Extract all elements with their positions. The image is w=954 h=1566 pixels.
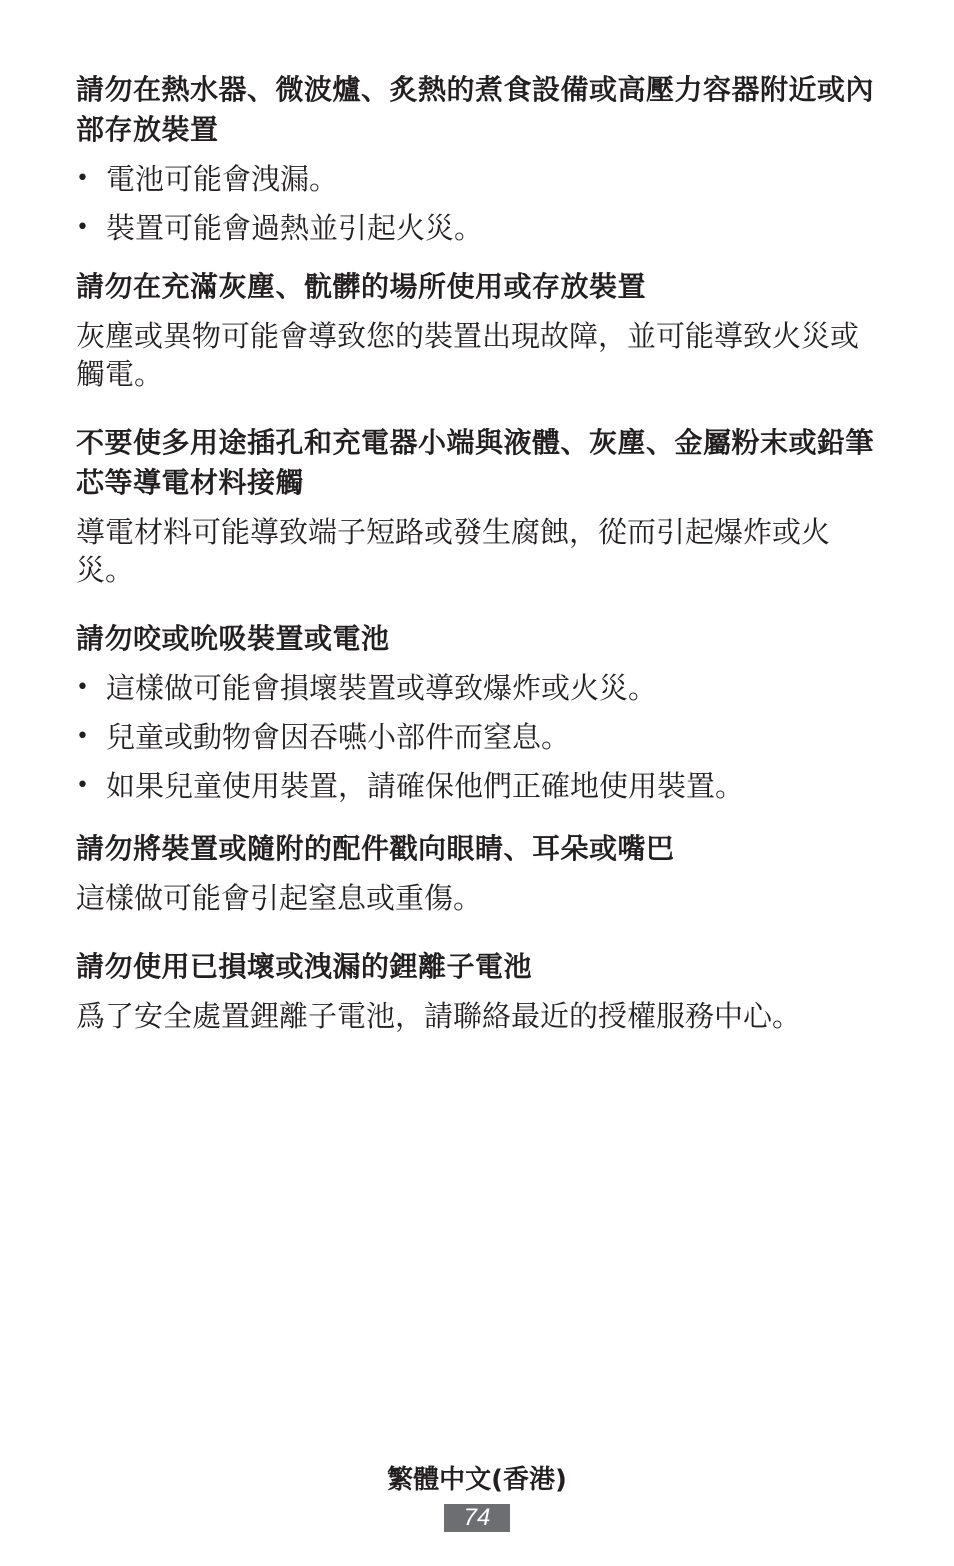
page-number: 74 [444, 1504, 510, 1532]
list-item [76, 669, 876, 707]
list-item [76, 160, 876, 198]
section-heading: 請勿使用已損壞或洩漏的鋰離子電池 [76, 950, 533, 983]
section-heat-sources [76, 70, 876, 247]
section-heading: 請勿在充滿灰塵、骯髒的場所使用或存放裝置 [76, 270, 647, 303]
bullet-icon: • [76, 675, 89, 700]
section-eyes-ears-mouth [76, 829, 876, 917]
section-bite-suck [76, 619, 876, 805]
section-text: 灰塵或異物可能會導致您的裝置出現故障，並可能導致火災或觸電。 [76, 319, 860, 391]
section-heading: 請勿將裝置或隨附的配件戳向眼睛、耳朵或嘴巴 [76, 832, 675, 865]
bullet-icon: • [76, 215, 89, 240]
section-text: 這樣做可能會引起窒息或重傷。 [76, 881, 483, 915]
bullet-list [76, 160, 876, 247]
section-dusty-places [76, 267, 876, 393]
section-heading: 請勿咬或吮吸裝置或電池 [76, 622, 390, 655]
bullet-icon: • [76, 166, 89, 191]
bullet-icon: • [76, 773, 89, 798]
list-item [76, 209, 876, 247]
bullet-list [76, 669, 876, 805]
section-text: 爲了安全處置鋰離子電池，請聯絡最近的授權服務中心。 [76, 999, 802, 1033]
list-item [76, 767, 876, 805]
bullet-icon: • [76, 724, 89, 749]
document-body [76, 70, 876, 1059]
section-text: 導電材料可能導致端子短路或發生腐蝕，從而引起爆炸或火災。 [76, 515, 831, 587]
section-heading: 不要使多用途插孔和充電器小端與液體、灰塵、金屬粉末或鉛筆芯等導電材料接觸 [76, 426, 875, 499]
section-heading: 請勿在熱水器、微波爐、炙熱的煮食設備或高壓力容器附近或內部存放裝置 [76, 73, 875, 146]
list-item-text: 這樣做可能會損壞裝置或導致爆炸或火災。 [106, 671, 658, 705]
list-item-text: 如果兒童使用裝置，請確保他們正確地使用裝置。 [106, 769, 745, 803]
list-item-text: 裝置可能會過熱並引起火災。 [106, 211, 484, 245]
section-conductive-materials [76, 423, 876, 589]
footer-language: 繁體中文(香港) [387, 1465, 567, 1495]
list-item-text: 電池可能會洩漏。 [106, 162, 339, 196]
page-footer [0, 1462, 954, 1532]
list-item-text: 兒童或動物會因吞嚥小部件而窒息。 [106, 720, 571, 754]
section-damaged-battery [76, 947, 876, 1035]
list-item [76, 718, 876, 756]
